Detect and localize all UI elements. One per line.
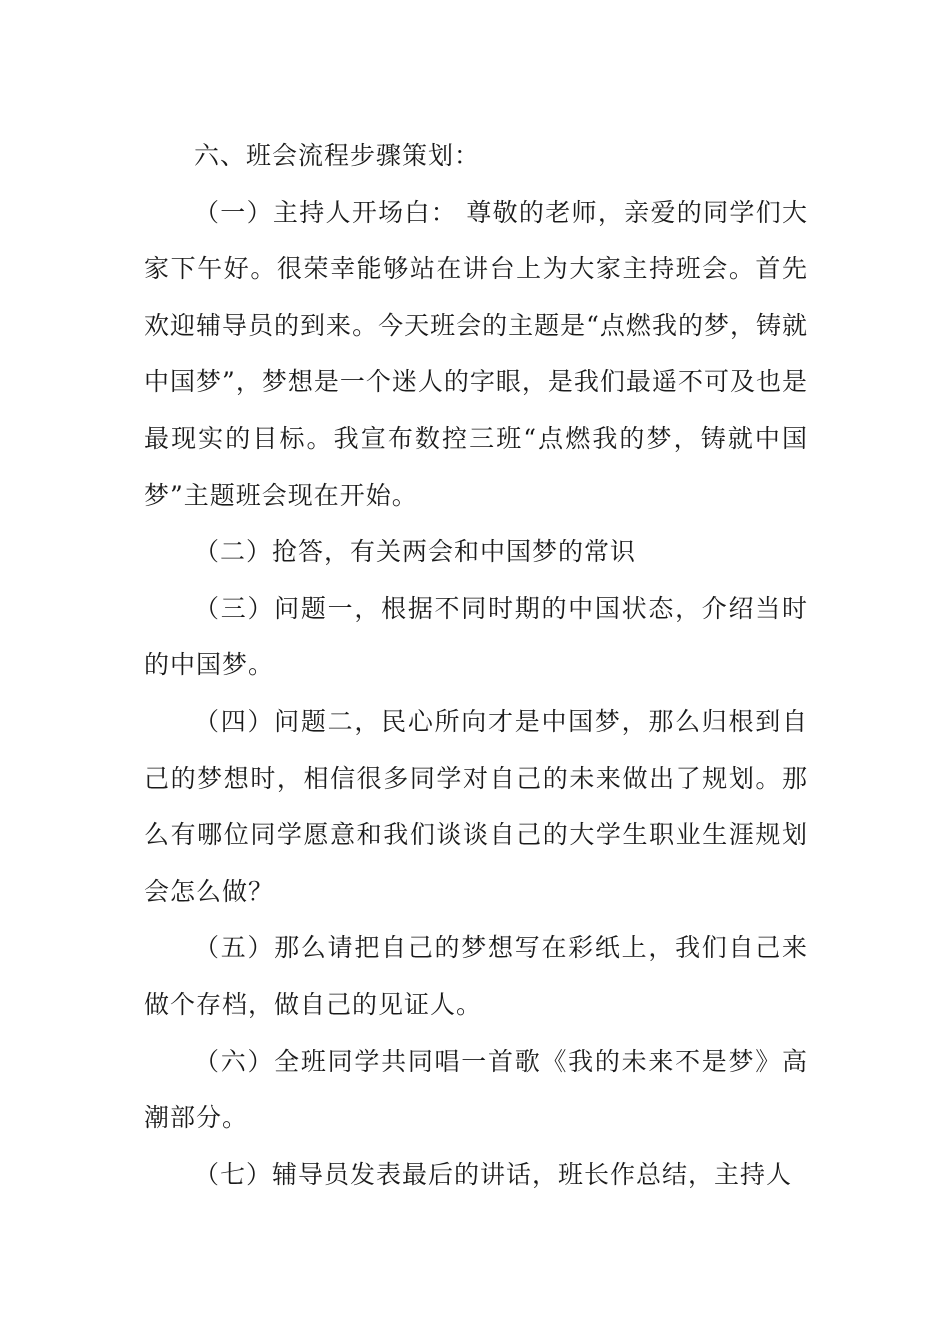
section-heading: 六、班会流程步骤策划： — [194, 141, 481, 170]
paragraph-question-two: （四）问题二，民心所向才是中国梦，那么归根到自己的梦想时，相信很多同学对自己的未来做出了规划。那么有哪位同学愿意和我们谈谈自己的大学生职业生涯规划会怎么做？ — [144, 706, 808, 906]
paragraph-question-one: （三）问题一，根据不同时期的中国状态，介绍当时的中国梦。 — [144, 593, 808, 680]
document-body — [144, 128, 808, 1203]
paragraph-write-dreams: （五）那么请把自己的梦想写在彩纸上，我们自己来做个存档，做自己的见证人。 — [144, 933, 808, 1019]
paragraph-quiz: （二）抢答，有关两会和中国梦的常识 — [194, 537, 637, 567]
paragraph-sing-song: （六）全班同学共同唱一首歌《我的未来不是梦》高潮部分。 — [144, 1046, 808, 1133]
paragraph-closing: （七）辅导员发表最后的讲话，班长作总结，主持人 — [194, 1159, 793, 1189]
paragraph-opening-remarks: （一）主持人开场白： 尊敬的老师，亲爱的同学们大家下午好。很荣幸能够站在讲台上为大家主持班会。首先欢迎辅导员的到来。今天班会的主题是“点燃我的梦，铸就中国梦”，梦想是一个迷人的字眼，是我们最遥不可及也是最现实的目标。我宣布数控三班“点燃我的梦，铸就中国梦”主题班会现在开始。 — [144, 197, 808, 510]
